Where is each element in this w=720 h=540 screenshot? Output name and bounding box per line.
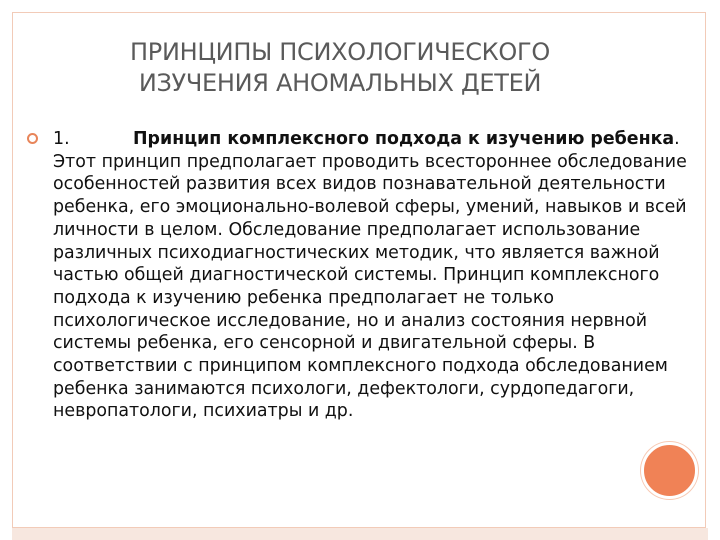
- orange-circle-icon: [641, 442, 698, 499]
- slide-title-line-1: ПРИНЦИПЫ ПСИХОЛОГИЧЕСКОГО: [130, 38, 550, 66]
- slide-title-line-2: ИЗУЧЕНИЯ АНОМАЛЬНЫХ ДЕТЕЙ: [138, 69, 542, 97]
- principle-body: . Этот принцип предполагает проводить всестороннее обследование особенностей развития всех видов познавательной деятельности ребенка, его эмоционально-волевой сферы, умений, навыков и всей личности в целом. Обследование предполагает использование различных психодиагностических методик, что является важной частью общей диагностической системы. Принцип комплексного подхода к изучению ребенка предполагает не только психологическое исследование, но и анализ состояния нервной системы ребенка, его сенсорной и двигательной сферы. В соответствии с принципом комплексного подхода обследованием ребенка занимаются психологи, дефектологи, сурдопедагоги, невропатологи, психиатры и др.: [53, 129, 687, 422]
- principle-paragraph: [53, 128, 695, 423]
- item-number: 1.: [53, 129, 70, 149]
- slide-title: [20, 37, 660, 99]
- ring-bullet-icon: [27, 133, 38, 144]
- slide-bottom-band: [12, 528, 708, 540]
- principle-heading: Принцип комплексного подхода к изучению ребенка: [133, 129, 675, 149]
